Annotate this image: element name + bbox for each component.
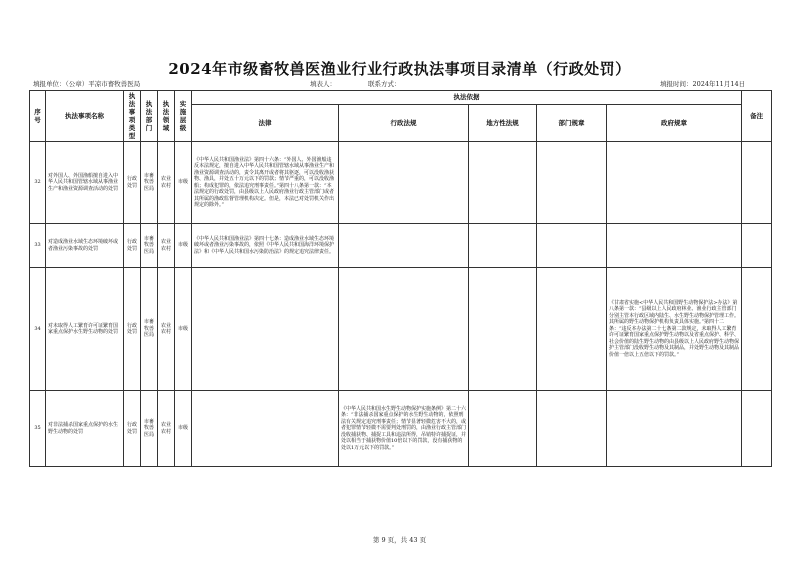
row-admin-reg bbox=[339, 268, 469, 391]
table-row bbox=[30, 142, 772, 224]
row-name: 对非法捕杀国家重点保护的水生野生动物的处罚 bbox=[46, 391, 124, 467]
row-local-reg bbox=[469, 268, 537, 391]
row-name: 对造成渔业水域生态环境破坏或者渔业污染事故的处罚 bbox=[46, 224, 124, 268]
row-law bbox=[192, 268, 339, 391]
row-field: 农业农村 bbox=[158, 391, 175, 467]
row-dept: 市畜牧兽医局 bbox=[141, 224, 158, 268]
row-dept: 市畜牧兽医局 bbox=[141, 391, 158, 467]
row-type: 行政处罚 bbox=[124, 391, 141, 467]
row-seq: 35 bbox=[30, 391, 46, 467]
row-dept-rule bbox=[537, 268, 607, 391]
row-dept-rule bbox=[537, 391, 607, 467]
row-level: 市级 bbox=[175, 391, 192, 467]
header-field: 执法领域 bbox=[158, 91, 175, 142]
row-dept-rule bbox=[537, 224, 607, 268]
row-name: 对外国人、外国渔船擅自进入中华人民共和国管辖水域从事渔业生产和渔业资源调查活动的处罚 bbox=[46, 142, 124, 224]
row-level: 市级 bbox=[175, 224, 192, 268]
header-admin-reg: 行政法规 bbox=[339, 104, 469, 141]
row-remark bbox=[742, 142, 772, 224]
header-level: 实施层级 bbox=[175, 91, 192, 142]
enforcement-table bbox=[29, 90, 772, 467]
row-field: 农业农村 bbox=[158, 142, 175, 224]
table-row bbox=[30, 391, 772, 467]
row-dept-rule bbox=[537, 142, 607, 224]
row-remark bbox=[742, 391, 772, 467]
row-seq: 34 bbox=[30, 268, 46, 391]
row-law: 《中华人民共和国渔业法》第四十七条：造成渔业水域生态环境破坏或者渔业污染事故的，依照《中华人民共和国海洋环境保护法》和《中华人民共和国水污染防治法》的规定追究法律责任。 bbox=[192, 224, 339, 268]
header-name: 执法事项名称 bbox=[46, 91, 124, 142]
row-name: 对未取得人工繁育许可证繁育国家重点保护水生野生动物的处罚 bbox=[46, 268, 124, 391]
row-gov-rule bbox=[607, 391, 742, 467]
row-dept: 市畜牧兽医局 bbox=[141, 142, 158, 224]
page-number: 第 9 页，共 43 页 bbox=[372, 536, 427, 544]
row-seq: 32 bbox=[30, 142, 46, 224]
row-admin-reg: 《中华人民共和国水生野生动物保护实施条例》第二十六条：“非法捕杀国家重点保护的水生野生动物的，依照刑法有关规定追究刑事责任；情节显著轻微危害不大的，或者犯罪情节轻微不需要判处刑罚的，由渔业行政主管部门没收捕获物、捕捉工具和违法所得，吊销特许捕捉证，并处以相当于捕获物价值10倍以下的罚款，没有捕获物的处以1万元以下的罚款。” bbox=[339, 391, 469, 467]
row-gov-rule bbox=[607, 142, 742, 224]
date-field: 填报时间：2024年11月14日 bbox=[660, 80, 746, 88]
header-dept: 执法部门 bbox=[141, 91, 158, 142]
header-dept-rule: 部门规章 bbox=[537, 104, 607, 141]
row-seq: 33 bbox=[30, 224, 46, 268]
row-level: 市级 bbox=[175, 268, 192, 391]
row-remark bbox=[742, 268, 772, 391]
row-gov-rule bbox=[607, 224, 742, 268]
row-law bbox=[192, 391, 339, 467]
row-field: 农业农村 bbox=[158, 268, 175, 391]
row-remark bbox=[742, 224, 772, 268]
row-local-reg bbox=[469, 142, 537, 224]
header-type: 执法事项类型 bbox=[124, 91, 141, 142]
row-admin-reg bbox=[339, 224, 469, 268]
header-basis: 执法依据 bbox=[192, 91, 742, 105]
header-local-reg: 地方性法规 bbox=[469, 104, 537, 141]
header-law: 法律 bbox=[192, 104, 339, 141]
row-type: 行政处罚 bbox=[124, 224, 141, 268]
row-level: 市级 bbox=[175, 142, 192, 224]
row-gov-rule: 《甘肃省实施<中华人民共和国野生动物保护法>办法》第八条第一款：“县级以上人民政府林业、渔业行政主管部门分别主管本行政区域内陆生、水生野生动物保护管理工作。其所属的野生动物保护机构负责具体实施。”第四十二条：“违反本办法第二十七条第二款规定，未取得人工繁育许可证繁育国家重点保护野生动物以及省重点保护、科学、社会价值的陆生野生动物的由县级以上人民政府野生动物保护主管部门没收野生动物及其制品，并处野生动物及其制品价值一倍以上五倍以下的罚款。” bbox=[607, 268, 742, 391]
filler-field: 填表人： bbox=[310, 80, 336, 88]
header-gov-rule: 政府规章 bbox=[607, 104, 742, 141]
table-row bbox=[30, 224, 772, 268]
row-admin-reg bbox=[339, 142, 469, 224]
unit-field: 填报单位：（公章）平凉市畜牧兽医局 bbox=[33, 80, 141, 88]
row-type: 行政处罚 bbox=[124, 142, 141, 224]
row-local-reg bbox=[469, 391, 537, 467]
row-field: 农业农村 bbox=[158, 224, 175, 268]
row-local-reg bbox=[469, 224, 537, 268]
table-row bbox=[30, 268, 772, 391]
row-law: 《中华人民共和国渔业法》第四十六条：“外国人、外国渔船违反本法规定，擅自进入中华人民共和国管辖水域从事渔业生产和渔业资源调查活动的，责令其离开或者将其驱逐，可以没收渔获物、渔具，并处五十万元以下的罚款；情节严重的，可以没收渔船；构成犯罪的，依法追究刑事责任。”第四十八条第一款：“本法规定的行政处罚，由县级以上人民政府渔业行政主管部门或者其所属的渔政监督管理机构决定。但是，本法已对处罚机关作出规定的除外。” bbox=[192, 142, 339, 224]
page-title: 2024年市级畜牧兽医渔业行业行政执法事项目录清单（行政处罚） bbox=[168, 60, 631, 78]
row-dept: 市畜牧兽医局 bbox=[141, 268, 158, 391]
contact-field: 联系方式： bbox=[368, 80, 401, 88]
header-seq: 序号 bbox=[30, 91, 46, 142]
row-type: 行政处罚 bbox=[124, 268, 141, 391]
header-remark: 备注 bbox=[742, 91, 772, 142]
